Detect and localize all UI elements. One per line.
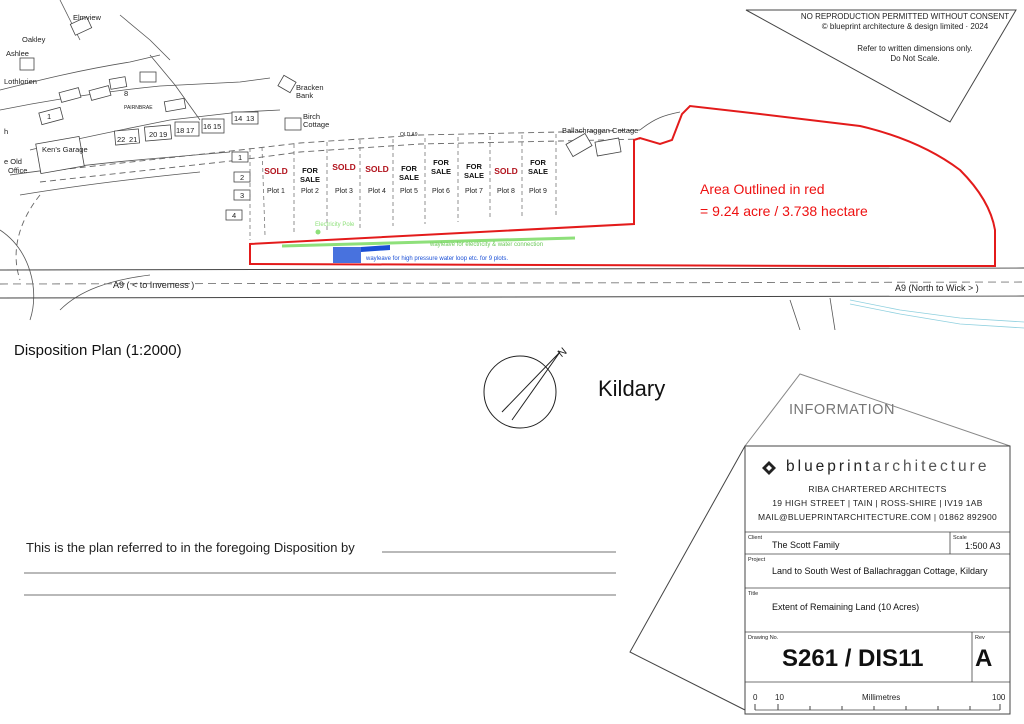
place-label: Lothlorien [4,77,37,86]
title-label: Title [748,591,759,597]
place-label: Birch [303,112,321,121]
place-label: h [4,127,9,136]
house-number: 14 [234,114,243,123]
plot-status: FOR SALE [398,164,419,182]
house-number: 2 [240,173,245,182]
plot-status: SOLD [494,166,518,176]
plot-status: SOLD [365,164,389,174]
house-number: 8 [124,89,129,98]
place-label: Ballachraggan Cottage [562,126,639,135]
plot-label: Plot 6 [432,188,450,195]
area-annotation [700,178,868,222]
a9-east-label: A9 (North to Wick > ) [895,283,979,293]
copyright-notice [785,12,1024,32]
notice-line-1: NO REPRODUCTION PERMITTED WITHOUT CONSENT [800,12,1010,21]
house-number: 4 [232,211,237,220]
revision-value: A [975,645,993,672]
wayleave-blue-label: wayleave for high pressure water loop etc. for 9 plots. [366,256,509,262]
place-label: Elmview [73,13,101,22]
plot-status: FOR SALE [527,158,548,176]
house-number: 1 [238,153,243,162]
place-label: Bank [296,91,314,100]
house-number: 3 [240,191,245,200]
scalebar-hundred: 100 [992,693,1006,702]
signature-lines [20,540,620,600]
plot-label: Plot 9 [529,188,547,195]
plot-label: Plot 8 [497,188,515,195]
a9-west-label: A9 ( < to Inverness ) [113,280,195,290]
place-label: OLD A9 [400,132,418,138]
plot-label: Plot 7 [465,188,483,195]
house-number: 22 [117,135,126,144]
place-label: Ashlee [6,49,29,58]
place-label: e Old [4,157,22,166]
notice-line-3: Refer to written dimensions only. [857,44,973,53]
title-value: Extent of Remaining Land (10 Acres) [772,602,920,612]
rev-label: Rev [975,635,985,641]
notice-line-4: Do Not Scale. [890,54,940,63]
place-label: Oakley [22,35,46,44]
drawing-number: S261 / DIS11 [782,645,924,672]
plot-label: Plot 5 [400,188,418,195]
plot-status: FOR SALE [430,158,451,176]
riba-subtitle: RIBA CHARTERED ARCHITECTS [808,484,947,494]
house-number: 1 [47,112,52,121]
area-line-2: = 9.24 acre / 3.738 hectare [700,203,868,219]
plot-labels [258,158,558,208]
area-line-1: Area Outlined in red [700,181,825,197]
house-number: 19 [159,130,168,139]
scale-label: Scale [953,535,967,541]
scalebar-unit: Millimetres [862,693,901,702]
brand-name [786,458,989,476]
client-label: Client [748,535,763,541]
north-compass-icon [480,342,580,442]
client-value: The Scott Family [772,540,840,550]
project-label: Project [748,557,766,563]
house-number: 17 [186,126,195,135]
scale-value: 1:500 A3 [965,541,1001,551]
plot-label: Plot 4 [368,188,386,195]
plot-status: SOLD [264,166,288,176]
plan-title: Disposition Plan (1:2000) [14,342,182,359]
blueprint-logo-icon [760,459,780,477]
scalebar-ten: 10 [775,693,784,702]
house-number: 15 [213,122,222,131]
signature-statement: This is the plan referred to in the foregoing Disposition by [26,540,355,555]
plot-label: Plot 3 [335,188,353,195]
compass-north-label: N [555,345,570,360]
plot-status: SOLD [332,162,356,172]
information-heading: INFORMATION [789,402,895,418]
place-label: Bracken [296,83,324,92]
place-label: Cottage [303,120,330,129]
brand-part-a: blueprint [786,458,873,475]
company-address: 19 HIGH STREET | TAIN | ROSS-SHIRE | IV19 1AB [772,498,983,508]
plot-status: FOR SALE [463,162,484,180]
location-name: Kildary [598,376,666,401]
notice-line-2: © blueprint architecture & design limited · 2024 [821,22,989,31]
place-label: PAIRNBRAE [124,105,153,111]
brand-part-b: architecture [872,458,990,475]
house-number: 18 [176,126,185,135]
house-number: 13 [246,114,255,123]
plot-status: FOR SALE [299,166,320,184]
house-number: 16 [203,122,212,131]
plot-label: Plot 2 [301,188,319,195]
company-contact: MAIL@BLUEPRINTARCHITECTURE.COM | 01862 892900 [757,512,998,522]
place-label: Ken's Garage [42,145,88,154]
electricity-pole-icon [316,230,321,235]
place-label: Office [8,166,28,175]
wayleave-blue-area [333,247,361,263]
wayleave-green-label: wayleave for electricity & water connection [430,242,544,248]
plot-label: Plot 1 [267,188,285,195]
project-value: Land to South West of Ballachraggan Cottage, Kildary [772,566,988,576]
drawing-no-label: Drawing No. [748,635,779,641]
scale-notice [830,44,1000,64]
house-number: 20 [149,130,158,139]
house-number: 21 [129,135,138,144]
scalebar-zero: 0 [753,693,758,702]
electricity-pole-label: Electricity Pole [315,222,355,228]
